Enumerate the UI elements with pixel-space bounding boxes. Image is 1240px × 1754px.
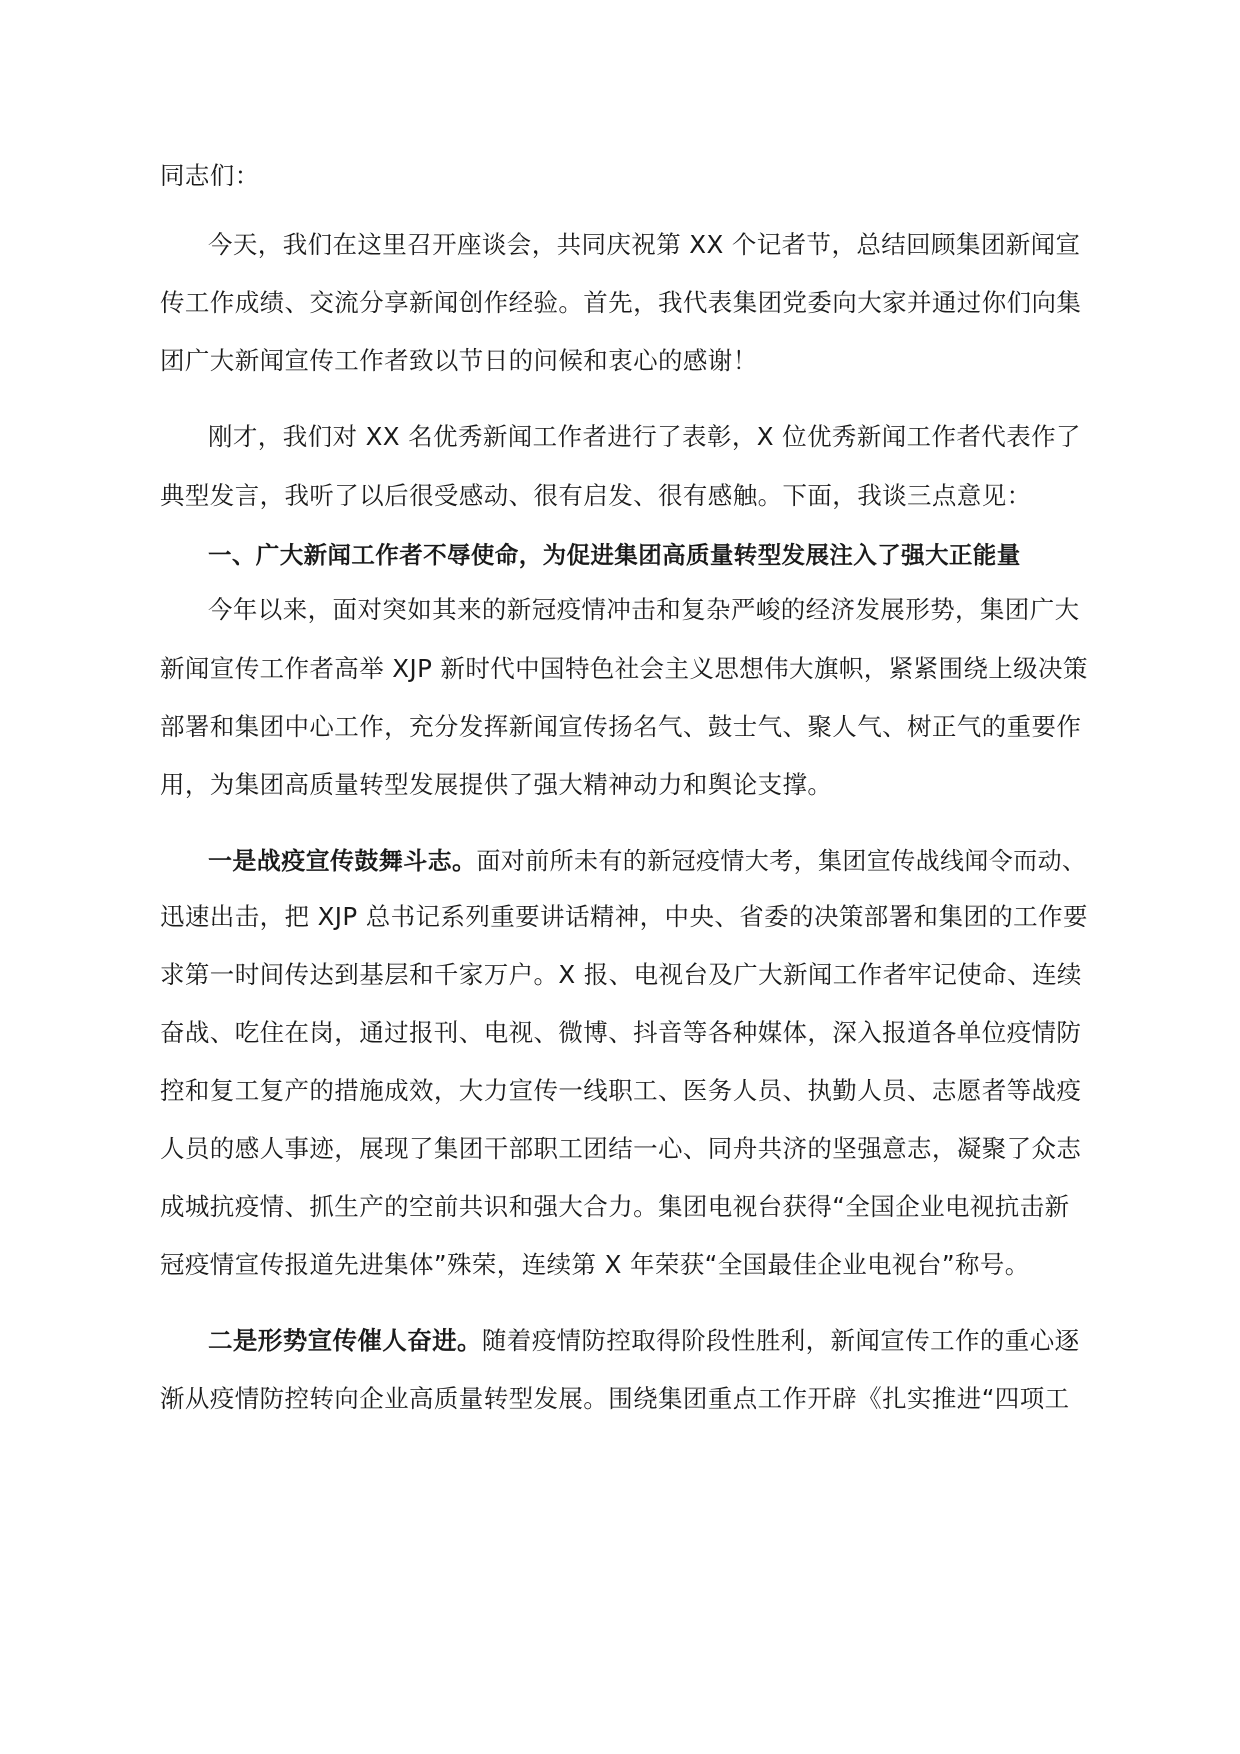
- paragraph-line: 人员的感人事迹，展现了集团干部职工团结一心、同舟共济的坚强意志，凝聚了众志: [160, 1134, 1082, 1163]
- paragraph-line: 成城抗疫情、抓生产的空前共识和强大合力。集团电视台获得“全国企业电视抗击新: [160, 1192, 1070, 1221]
- lead-phrase: 一是战疫宣传鼓舞斗志。: [208, 847, 477, 875]
- paragraph-line: 团广大新闻宣传工作者致以节日的问候和衷心的感谢！: [160, 346, 758, 375]
- salutation: 同志们：: [160, 161, 260, 190]
- lead-phrase: 二是形势宣传催人奋进。: [208, 1326, 482, 1355]
- section-heading: 一、广大新闻工作者不辱使命，为促进集团高质量转型发展注入了强大正能量: [208, 541, 1021, 569]
- paragraph-line: 渐从疫情防控转向企业高质量转型发展。围绕集团重点工作开辟《扎实推进“四项工: [160, 1384, 1070, 1413]
- paragraph-line: 刚才，我们对 XX 名优秀新闻工作者进行了表彰，X 位优秀新闻工作者代表作了: [208, 422, 1081, 451]
- paragraph-line: 用，为集团高质量转型发展提供了强大精神动力和舆论支撑。: [160, 770, 833, 799]
- paragraph-line: 今年以来，面对突如其来的新冠疫情冲击和复杂严峻的经济发展形势，集团广大: [208, 595, 1080, 624]
- paragraph-line: 传工作成绩、交流分享新闻创作经验。首先，我代表集团党委向大家并通过你们向集: [160, 288, 1082, 317]
- paragraph-line: 二是形势宣传催人奋进。随着疫情防控取得阶段性胜利，新闻宣传工作的重心逐: [208, 1326, 1080, 1355]
- document-page: [160, 0, 1095, 1754]
- paragraph-line: 控和复工复产的措施成效，大力宣传一线职工、医务人员、执勤人员、志愿者等战疫: [160, 1076, 1082, 1105]
- paragraph-line: 新闻宣传工作者高举 XJP 新时代中国特色社会主义思想伟大旗帜，紧紧围绕上级决策: [160, 654, 1088, 683]
- paragraph-line: 奋战、吃住在岗，通过报刊、电视、微博、抖音等各种媒体，深入报道各单位疫情防: [160, 1018, 1082, 1047]
- paragraph-line: 求第一时间传达到基层和千家万户。X 报、电视台及广大新闻工作者牢记使命、连续: [160, 960, 1082, 989]
- paragraph-line: 今天，我们在这里召开座谈会，共同庆祝第 XX 个记者节，总结回顾集团新闻宣: [208, 230, 1081, 259]
- paragraph-line: 迅速出击，把 XJP 总书记系列重要讲话精神，中央、省委的决策部署和集团的工作要: [160, 902, 1088, 931]
- paragraph-line: 典型发言，我听了以后很受感动、很有启发、很有感触。下面，我谈三点意见：: [160, 481, 1032, 510]
- paragraph-line: 部署和集团中心工作，充分发挥新闻宣传扬名气、鼓士气、聚人气、树正气的重要作: [160, 712, 1082, 741]
- paragraph-line: 冠疫情宣传报道先进集体”殊荣，连续第 X 年荣获“全国最佳企业电视台”称号。: [160, 1250, 1030, 1279]
- paragraph-line: 一是战疫宣传鼓舞斗志。面对前所未有的新冠疫情大考，集团宣传战线闻令而动、: [208, 847, 1087, 875]
